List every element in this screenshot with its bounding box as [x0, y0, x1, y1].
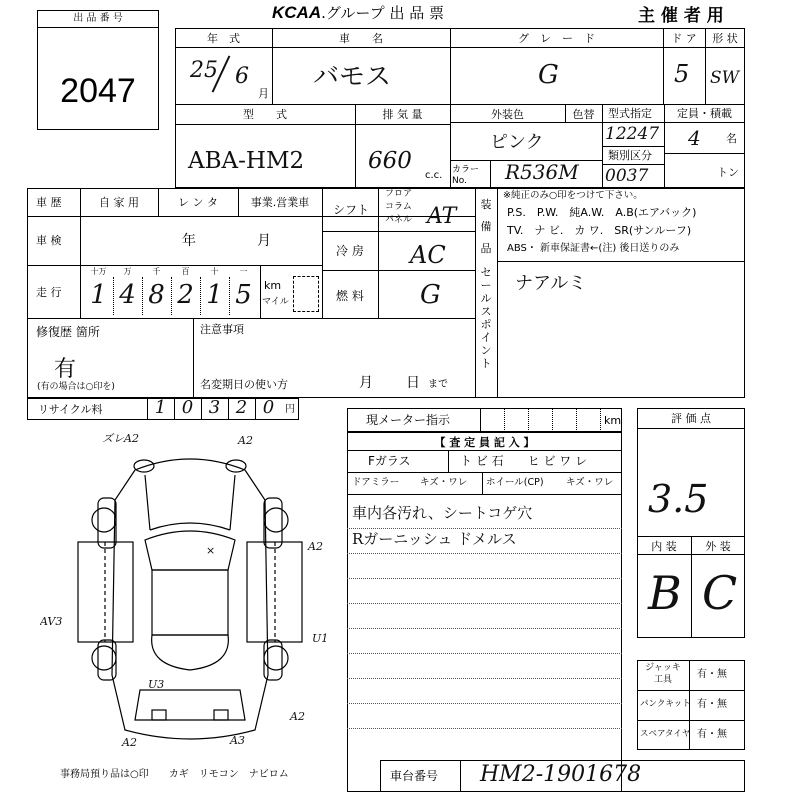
- mileage-unit-km: km: [264, 279, 282, 292]
- displacement-value: 660: [368, 148, 412, 174]
- tool-spare-value[interactable]: 有・無: [697, 729, 727, 740]
- name-change-month: 月: [359, 375, 373, 391]
- exterior-color-value: ピンク: [490, 132, 544, 153]
- front-glass-options[interactable]: ト ビ 石 ヒ ビ ワ レ: [460, 454, 588, 468]
- sales-point-value: ナアルミ: [515, 273, 587, 294]
- month-unit: 月: [258, 87, 269, 100]
- mileage-label: 走 行: [36, 286, 62, 299]
- remark-line-1: 車内各汚れ、シートコゲ穴: [352, 504, 533, 522]
- door-mirror-label: ドアミラー: [352, 477, 400, 488]
- front-glass-label: Fガラス: [368, 454, 411, 468]
- interior-grade: B: [648, 566, 682, 620]
- month-value: 6: [235, 64, 249, 89]
- mileage-digit: 1: [90, 280, 107, 310]
- history-private[interactable]: 自 家 用: [99, 196, 139, 209]
- tool-puncture-value[interactable]: 有・無: [697, 699, 727, 710]
- grade-value: G: [538, 60, 559, 90]
- copy-for-label: 主 催 者 用: [638, 6, 724, 26]
- capacity-value: 4: [688, 126, 701, 150]
- exterior-label: 外 装: [705, 540, 731, 553]
- mileage-digit: 2: [177, 280, 194, 310]
- car-damage-diagram: [40, 430, 340, 760]
- model-label: 型 式: [243, 108, 287, 121]
- mileage-digit: 5: [235, 280, 252, 310]
- damage-mark: A3: [230, 734, 245, 747]
- type-designation-label: 型式指定: [608, 107, 652, 120]
- wheel-options[interactable]: キズ・ワレ: [566, 477, 614, 488]
- body-type-value: SW: [710, 68, 740, 88]
- mileage-digit-label: 百: [181, 267, 190, 276]
- doors-label: ド ア: [671, 32, 697, 45]
- displacement-label: 排 気 量: [382, 108, 423, 121]
- car-name-value: バモス: [313, 62, 392, 92]
- tool-spare-label: スペアタイヤ: [640, 729, 691, 739]
- mileage-digit: 1: [206, 280, 223, 310]
- lot-number: 2047: [60, 72, 136, 110]
- equipment-side-label: 装 備 品: [480, 198, 492, 255]
- mileage-digit-label: 一: [239, 267, 248, 276]
- fuel-value: G: [420, 280, 441, 310]
- recycle-fee-unit: 円: [285, 404, 295, 415]
- door-mirror-options[interactable]: キズ・ワレ: [420, 477, 468, 488]
- aircon-value: AC: [410, 241, 446, 269]
- rating-score: 3.5: [648, 477, 709, 521]
- equipment-note: ※純正のみ○印をつけて下さい。: [503, 190, 643, 201]
- damage-mark: A2: [238, 434, 253, 447]
- category-label: 類別区分: [608, 149, 652, 162]
- color-no-value: R536M: [505, 160, 579, 184]
- equipment-line-1[interactable]: P.S. P.W. 純A.W. A.B(エアバック): [507, 206, 697, 219]
- load-unit: トン: [717, 166, 739, 179]
- mileage-digit: 4: [119, 280, 136, 310]
- repair-note: (有の場合は○印を): [37, 382, 115, 392]
- category-value: 0037: [605, 166, 649, 186]
- interior-label: 内 装: [651, 540, 677, 553]
- name-change-day: 日: [406, 375, 420, 391]
- name-change-label: 名変期日の使い方: [200, 378, 288, 391]
- doors-value: 5: [674, 60, 690, 88]
- shift-option-column[interactable]: コラム: [385, 202, 412, 212]
- meter-label: 現メーター指示: [366, 413, 451, 427]
- equipment-line-3[interactable]: ABS・ 新車保証書←(注) 後日送りのみ: [507, 243, 680, 254]
- inspector-title: 【 査 定 員 記 入 】: [434, 436, 535, 449]
- history-rental[interactable]: レ ン タ: [178, 196, 218, 209]
- damage-mark: U3: [148, 678, 165, 691]
- shift-label: シフト: [333, 203, 370, 217]
- history-label: 車 歴: [36, 196, 62, 209]
- car-name-label: 車 名: [339, 32, 383, 45]
- repair-value: 有: [54, 357, 77, 382]
- capacity-unit: 名: [726, 132, 737, 145]
- year-label: 年 式: [207, 32, 240, 45]
- mileage-digit-label: 万: [123, 267, 132, 276]
- office-note: 事務局預り品は○印 カギ リモコン ナビロム: [60, 769, 289, 780]
- damage-mark: AV3: [40, 615, 63, 628]
- recycle-fee-digit: 2: [235, 397, 248, 418]
- shift-option-panel[interactable]: パネル: [385, 215, 413, 225]
- shift-value: AT: [427, 204, 457, 229]
- lot-number-label: 出 品 番 号: [73, 13, 123, 24]
- brand-logo: KCAA: [272, 3, 322, 22]
- tool-jack-label: ジャッキ工具: [645, 663, 681, 685]
- equipment-line-2[interactable]: TV. ナ ビ. カ ワ. SR(サンルーフ): [507, 224, 692, 237]
- capacity-label: 定員・積載: [677, 107, 732, 120]
- mileage-digit-label: 十万: [90, 267, 107, 276]
- mileage-digit-label: 十: [210, 267, 219, 276]
- body-type-label: 形 状: [712, 32, 738, 45]
- damage-mark: ×: [206, 544, 216, 557]
- notes-label: 注意事項: [200, 323, 244, 336]
- recycle-fee-label: リサイクル料: [38, 403, 103, 416]
- exterior-color-label: 外装色: [491, 108, 524, 121]
- shift-option-floor[interactable]: フロア: [385, 189, 413, 199]
- chassis-number-value: HM2-1901678: [480, 762, 642, 787]
- displacement-unit: c.c.: [425, 170, 443, 181]
- form-title-text: .グループ 出 品 票: [321, 4, 444, 22]
- inspection-year-unit: 年: [182, 233, 196, 249]
- recycle-fee-digit: 0: [181, 397, 194, 418]
- damage-mark: ズレA2: [102, 432, 139, 445]
- rating-label: 評 価 点: [671, 412, 711, 425]
- damage-mark: A2: [290, 710, 305, 723]
- chassis-number-label: 車台番号: [390, 769, 439, 783]
- meter-unit: km: [604, 414, 622, 427]
- repair-label: 修復歴 箇所: [36, 325, 100, 339]
- sales-point-side-label: セ ー ル ス ポ イ ン ト: [480, 266, 492, 370]
- mileage-digit: 8: [148, 280, 165, 310]
- form-title: [272, 2, 444, 23]
- history-commercial[interactable]: 事業.営業車: [250, 196, 310, 209]
- grade-label: グ レ ー ド: [518, 32, 595, 45]
- tool-puncture-label: パンクキット: [640, 699, 691, 709]
- exterior-grade: C: [702, 566, 738, 620]
- wheel-label: ホイール(CP): [486, 477, 544, 488]
- recycle-fee-digit: 0: [262, 397, 275, 418]
- damage-mark: A2: [308, 540, 323, 553]
- name-change-until: まで: [428, 379, 448, 390]
- lot-number-box: [37, 10, 159, 130]
- damage-mark: U1: [312, 632, 329, 645]
- inspection-label: 車 検: [36, 234, 62, 247]
- model-value: ABA-HM2: [188, 148, 305, 174]
- color-change-label: 色替: [572, 108, 595, 121]
- type-designation-value: 12247: [605, 124, 660, 144]
- tool-jack-value[interactable]: 有・無: [697, 669, 727, 680]
- recycle-fee-digit: 3: [208, 397, 221, 418]
- color-no-label: カラー No.: [452, 165, 480, 186]
- aircon-label: 冷 房: [336, 244, 364, 258]
- remark-line-2: Rガーニッシュ ドメルス: [352, 530, 517, 548]
- fuel-label: 燃 料: [336, 289, 364, 303]
- inspection-month-unit: 月: [257, 233, 271, 249]
- mileage-digit-label: 千: [152, 267, 161, 276]
- recycle-fee-digit: 1: [154, 397, 167, 418]
- mile-checkbox[interactable]: [293, 276, 319, 312]
- mileage-unit-mile: マイル: [262, 297, 289, 307]
- damage-mark: A2: [122, 736, 137, 749]
- year-value: 25: [190, 58, 218, 83]
